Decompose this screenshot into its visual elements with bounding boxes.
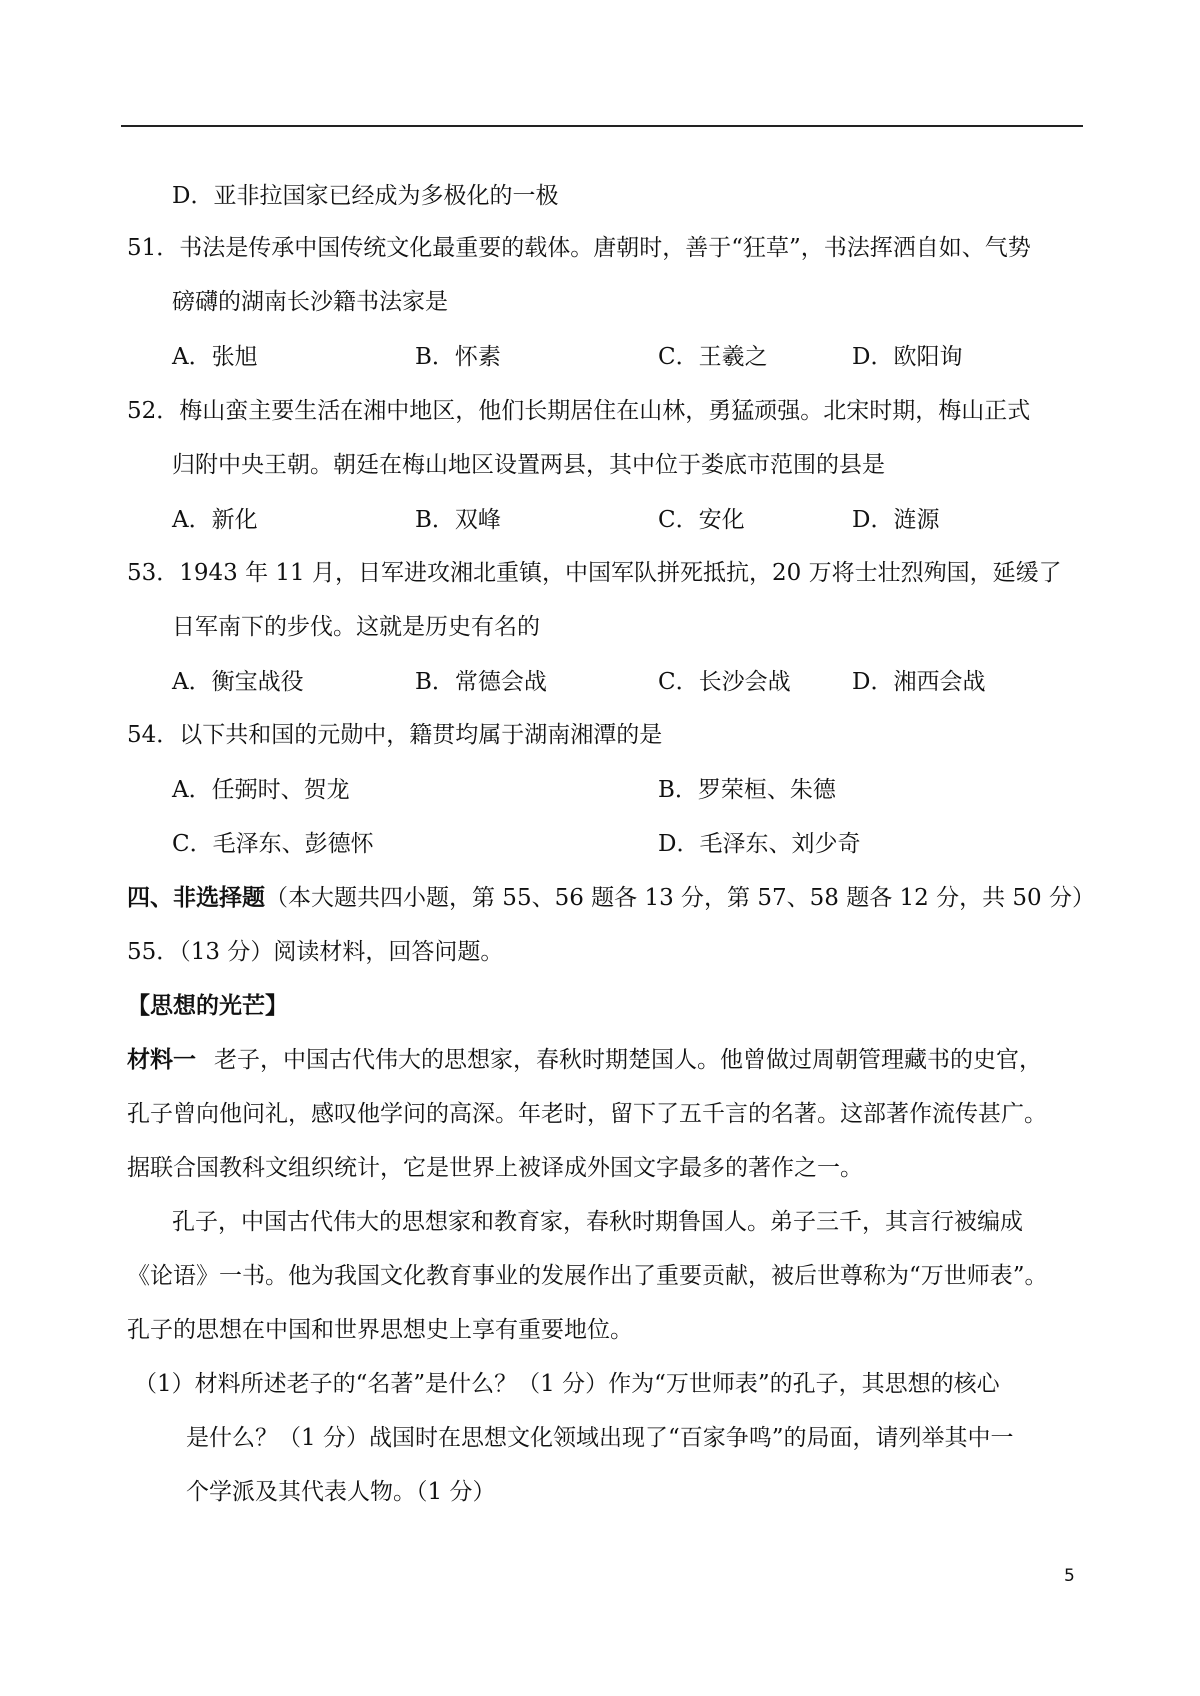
q52-option-b: B．双峰 xyxy=(415,507,501,533)
q55-sub1-line2: 是什么？（1 分）战国时在思想文化领域出现了“百家争鸣”的局面，请列举其中一 xyxy=(186,1425,1014,1451)
q55-header: 55．（13 分）阅读材料，回答问题。 xyxy=(127,939,504,965)
q54-option-a: A．任弼时、贺龙 xyxy=(172,777,350,803)
q53-stem-line1: 53．1943 年 11 月，日军进攻湘北重镇，中国军队拼死抵抗，20 万将士壮烈殉国，延缓了 xyxy=(127,560,1062,586)
q51-stem-line1: 51．书法是传承中国传统文化最重要的载体。唐朝时，善于“狂草”，书法挥洒自如、气势 xyxy=(127,235,1031,261)
q54-stem: 54．以下共和国的元勋中，籍贯均属于湖南湘潭的是 xyxy=(127,722,663,748)
q53-option-b: B．常德会战 xyxy=(415,669,547,695)
section4-heading xyxy=(127,883,1095,913)
material1-line1 xyxy=(127,1045,1042,1075)
q55-topic: 【思想的光芒】 xyxy=(127,992,288,1019)
q51-option-a: A．张旭 xyxy=(172,344,258,370)
material1-text: 老子，中国古代伟大的思想家，春秋时期楚国人。他曾做过周朝管理藏书的史官， xyxy=(214,1047,1042,1073)
header-rule xyxy=(121,125,1083,127)
q52-stem-line2: 归附中央王朝。朝廷在梅山地区设置两县，其中位于娄底市范围的县是 xyxy=(172,452,885,478)
q54-option-c: C．毛泽东、彭德怀 xyxy=(172,831,374,857)
section4-title: 四、非选择题 xyxy=(127,884,265,911)
q52-option-c: C．安化 xyxy=(658,507,745,533)
q51-stem-line2: 磅礴的湖南长沙籍书法家是 xyxy=(172,289,448,315)
material1-para2-line1: 孔子，中国古代伟大的思想家和教育家，春秋时期鲁国人。弟子三千，其言行被编成 xyxy=(172,1209,1023,1235)
q53-option-c: C．长沙会战 xyxy=(658,669,791,695)
q53-stem-line2: 日军南下的步伐。这就是历史有名的 xyxy=(172,614,540,640)
q50-option-d: D．亚非拉国家已经成为多极化的一极 xyxy=(172,183,559,209)
q51-option-c: C．王羲之 xyxy=(658,344,768,370)
q54-option-d: D．毛泽东、刘少奇 xyxy=(658,831,861,857)
q52-option-a: A．新化 xyxy=(172,507,258,533)
q55-sub1-line3: 个学派及其代表人物。（1 分） xyxy=(186,1479,496,1505)
q52-stem-line1: 52．梅山蛮主要生活在湘中地区，他们长期居住在山林，勇猛顽强。北宋时期，梅山正式 xyxy=(127,398,1031,424)
material1-para2-line3: 孔子的思想在中国和世界思想史上享有重要地位。 xyxy=(127,1317,633,1343)
material1-line2: 孔子曾向他问礼，感叹他学问的高深。年老时，留下了五千言的名著。这部著作流传甚广。 xyxy=(127,1101,1047,1127)
q53-option-a: A．衡宝战役 xyxy=(172,669,304,695)
q54-option-b: B．罗荣桓、朱德 xyxy=(658,777,836,803)
q51-option-b: B．怀素 xyxy=(415,344,501,370)
material1-label: 材料一 xyxy=(127,1046,196,1073)
q55-sub1-line1: （1）材料所述老子的“名著”是什么？（1 分）作为“万世师表”的孔子，其思想的核心 xyxy=(134,1371,1000,1397)
material1-para2-line2: 《论语》一书。他为我国文化教育事业的发展作出了重要贡献，被后世尊称为“万世师表”。 xyxy=(127,1263,1048,1289)
section4-note: （本大题共四小题，第 55、56 题各 13 分，第 57、58 题各 12 分，共 50 分） xyxy=(265,885,1095,911)
q53-option-d: D．湘西会战 xyxy=(852,669,986,695)
q51-option-d: D．欧阳询 xyxy=(852,344,963,370)
material1-line3: 据联合国教科文组织统计，它是世界上被译成外国文字最多的著作之一。 xyxy=(127,1155,863,1181)
q52-option-d: D．涟源 xyxy=(852,507,940,533)
page-number: 5 xyxy=(1064,1566,1075,1586)
